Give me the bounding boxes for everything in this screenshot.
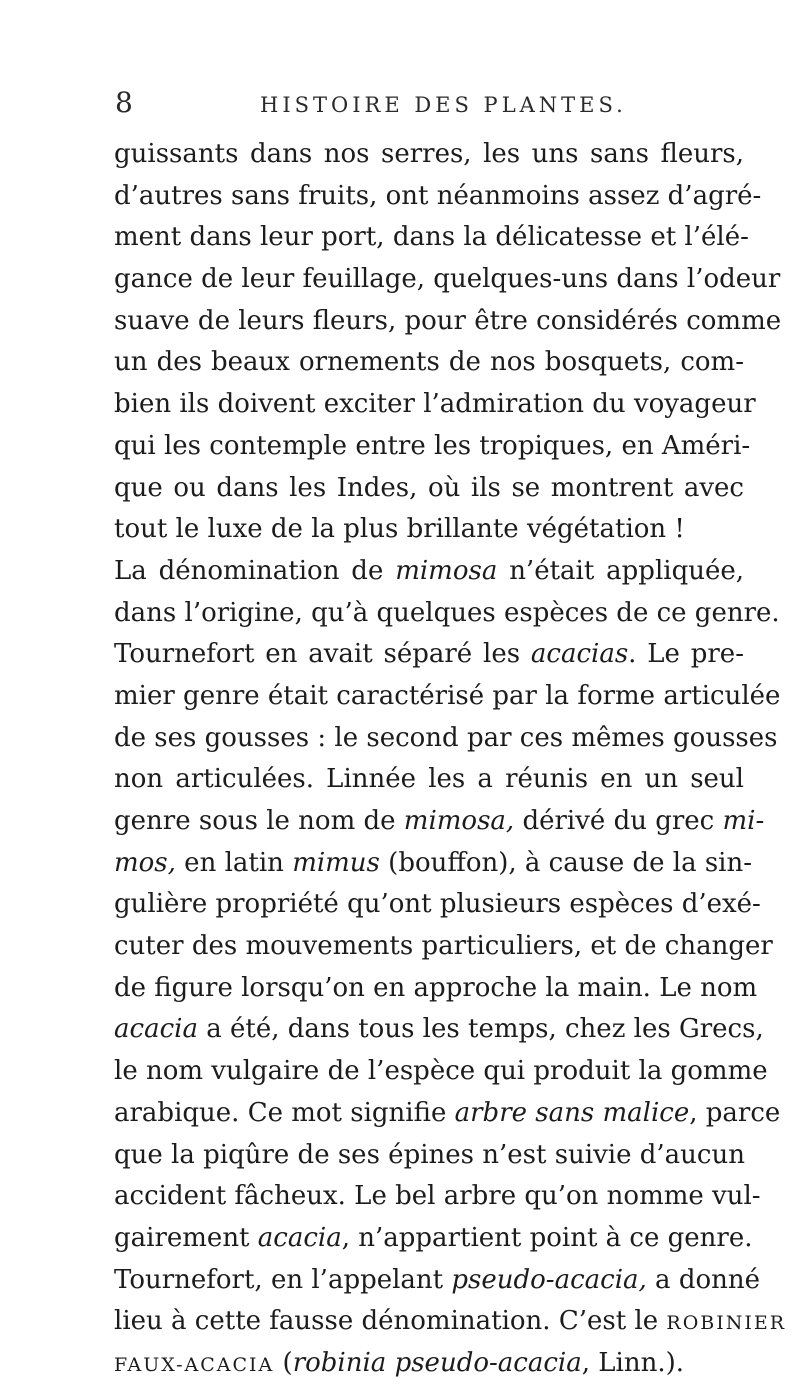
text-run: , Linn.).	[581, 1347, 684, 1378]
text-run: un des beaux ornements de nos bosquets, com-	[114, 347, 744, 378]
italic-term: arbre sans malice	[454, 1097, 690, 1128]
page-header	[115, 86, 715, 120]
text-line	[114, 926, 773, 968]
text-run: genre sous le nom de	[114, 806, 404, 836]
text-line	[114, 1260, 761, 1302]
italic-term: mi-	[722, 806, 765, 836]
text-run: dérivé du grec	[514, 806, 723, 836]
text-run: ment dans leur port, dans la délicatesse et l’élé-	[114, 222, 749, 253]
text-line	[114, 634, 744, 676]
text-run: , parce	[689, 1097, 781, 1128]
text-line	[114, 217, 749, 259]
small-caps-term: ROBINIER	[666, 1312, 787, 1335]
text-line	[114, 593, 780, 635]
text-run: suave de leurs fleurs, pour être considérés comme	[114, 305, 782, 336]
text-line	[114, 384, 756, 426]
text-line	[114, 259, 781, 301]
text-line	[114, 843, 753, 885]
running-head: HISTOIRE DES PLANTES.	[260, 93, 627, 117]
text-run: bien ils doivent exciter l’admiration du voyageur	[114, 389, 756, 420]
text-run: le nom vulgaire de l’espèce qui produit la gomme	[114, 1056, 768, 1087]
text-line	[114, 801, 765, 843]
text-line	[114, 1343, 744, 1385]
text-run: d’autres sans fruits, ont néanmoins assez d’agré-	[114, 180, 762, 211]
text-run: que la piqûre de ses épines n’est suivie d’aucun	[114, 1139, 745, 1170]
text-run: tout le luxe de la plus brillante végétation !	[114, 514, 685, 545]
text-run: guissants dans nos serres, les uns sans fleurs,	[114, 139, 744, 169]
text-line	[114, 1051, 768, 1093]
text-run: non articulées. Linnée les a réunis en un seul	[114, 764, 744, 795]
text-run: lieu à cette fausse dénomination. C’est le	[114, 1306, 667, 1337]
text-line	[114, 759, 744, 801]
text-run: n’était appliquée,	[497, 555, 745, 586]
text-run: , n’appartient point à ce genre.	[341, 1222, 753, 1253]
text-line	[114, 884, 761, 926]
body-text	[114, 134, 787, 1385]
text-run: accident fâcheux. Le bel arbre qu’on nomme vul-	[114, 1181, 761, 1212]
text-line	[114, 1301, 787, 1343]
text-line	[114, 551, 744, 593]
text-line	[114, 1218, 753, 1260]
text-line	[114, 1135, 744, 1177]
text-run: a été, dans tous les temps, chez les Grecs,	[197, 1014, 764, 1045]
text-line	[114, 509, 744, 551]
text-run: (bouffon), à cause de la sin-	[379, 847, 753, 878]
text-line	[114, 301, 782, 343]
text-run: Tournefort, en l’appelant	[114, 1264, 452, 1295]
text-line	[114, 1093, 781, 1135]
italic-term: mimus	[292, 847, 380, 878]
text-line	[114, 1009, 764, 1051]
text-line	[114, 468, 744, 510]
text-run: de ses gousses : le second par ces mêmes gousses	[114, 722, 778, 753]
text-run: dans l’origine, qu’à quelques espèces de ce genre.	[114, 597, 780, 628]
text-run: La dénomination de	[114, 555, 396, 586]
text-run: gairement	[114, 1222, 258, 1253]
small-caps-term: FAUX-ACACIA	[114, 1353, 275, 1376]
text-line	[114, 718, 778, 760]
italic-term: robinia pseudo-acacia	[292, 1347, 582, 1378]
italic-term: mimosa,	[403, 806, 515, 836]
text-run: . Le pre-	[628, 639, 744, 670]
text-run: gance de leur feuillage, quelques-uns dans l’odeur	[114, 264, 781, 295]
text-line	[114, 176, 762, 218]
text-line	[114, 134, 744, 176]
italic-term: acacia	[257, 1222, 342, 1253]
text-run: de figure lorsqu’on en approche la main. Le nom	[114, 972, 758, 1003]
text-line	[114, 1176, 761, 1218]
text-run: que ou dans les Indes, où ils se montrent avec	[114, 472, 744, 503]
text-run: gulière propriété qu’ont plusieurs espèces d’exé-	[114, 889, 761, 920]
text-line	[114, 968, 758, 1010]
text-run: cuter des mouvements particuliers, et de changer	[114, 931, 773, 962]
text-line	[114, 676, 781, 718]
text-run: qui les contemple entre les tropiques, en Améri-	[114, 430, 751, 461]
page-number: 8	[115, 86, 133, 119]
text-run: mier genre était caractérisé par la forme articulée	[114, 680, 781, 711]
text-run: (	[274, 1347, 293, 1378]
italic-term: acacias	[530, 639, 629, 670]
italic-term: pseudo-acacia,	[451, 1264, 647, 1295]
text-line	[114, 342, 744, 384]
text-run: Tournefort en avait séparé les	[114, 639, 531, 670]
text-run: en latin	[175, 847, 293, 878]
text-line	[114, 426, 751, 468]
text-run: a donné	[646, 1264, 761, 1295]
text-run: arabique. Ce mot signifie	[114, 1097, 455, 1128]
italic-term: mos,	[114, 847, 176, 878]
italic-term: acacia	[114, 1014, 198, 1045]
italic-term: mimosa	[395, 555, 498, 586]
